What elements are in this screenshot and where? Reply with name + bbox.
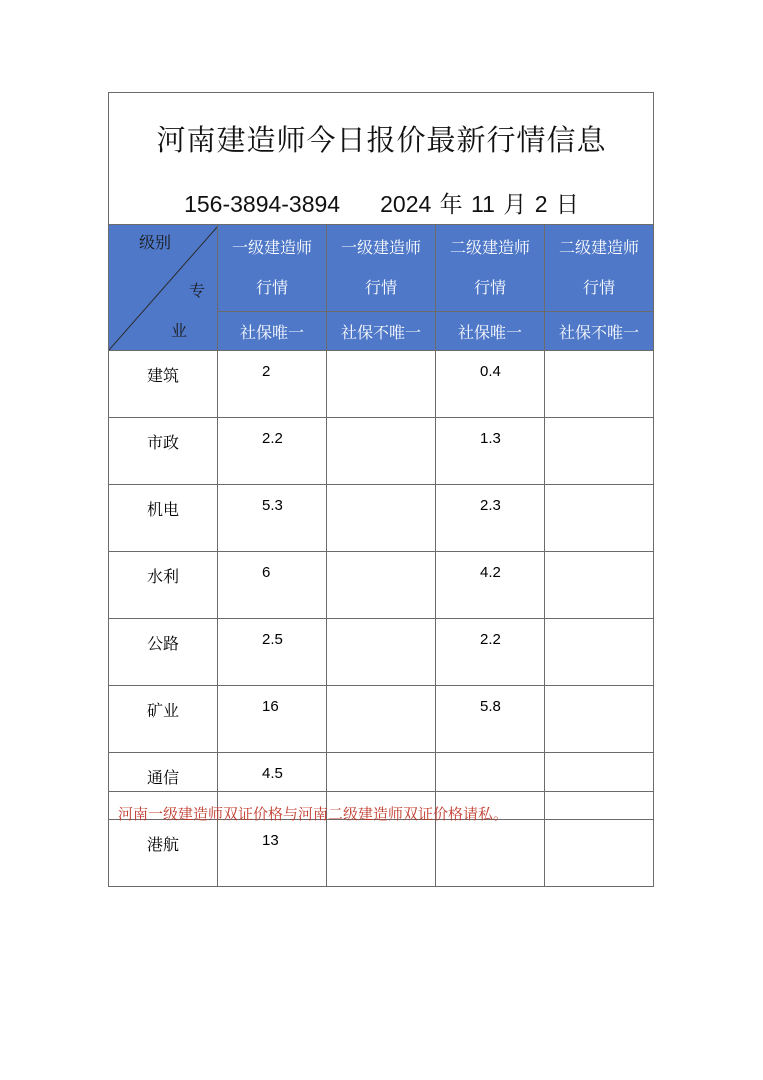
table-cell: 0.4 [436,351,545,418]
table-cell [327,418,436,485]
row-label: 水利 [109,552,218,619]
row-label: 矿业 [109,686,218,753]
corner-label-major-1: 专 [189,280,206,300]
table-cell [327,351,436,418]
row-label: 机电 [109,485,218,552]
row-label: 通信 [109,753,218,820]
corner-header-cell [109,225,218,351]
column-header-2: 一级建造师 行情 [327,225,436,312]
table-row [109,485,654,552]
column-header-4: 二级建造师 行情 [545,225,654,312]
table-cell: 4.2 [436,552,545,619]
phone-number: 156-3894-3894 [184,191,341,217]
contact-date-line [0,186,763,219]
table-row [109,619,654,686]
table-cell: 4.5 [218,753,327,820]
table-cell [327,619,436,686]
table-cell: 2.2 [436,619,545,686]
table-cell: 13 [218,820,327,887]
table-cell: 6 [218,552,327,619]
table-cell [327,552,436,619]
table-cell [545,351,654,418]
column-subheader-4: 社保不唯一 [545,312,654,351]
row-label: 建筑 [109,351,218,418]
table-cell [327,485,436,552]
table-row [109,418,654,485]
table-cell [436,820,545,887]
table-cell: 5.8 [436,686,545,753]
column-header-3: 二级建造师 行情 [436,225,545,312]
table-cell: 1.3 [436,418,545,485]
table-cell [545,485,654,552]
table-cell [545,820,654,887]
table-cell [327,686,436,753]
price-table [108,224,654,887]
table-cell [545,619,654,686]
row-label: 港航 [109,820,218,887]
table-row [109,686,654,753]
table-cell [545,753,654,820]
table-cell: 2.2 [218,418,327,485]
table-row [109,552,654,619]
corner-label-level: 级别 [139,232,172,252]
column-subheader-3: 社保唯一 [436,312,545,351]
row-label: 公路 [109,619,218,686]
footer-note: 河南一级建造师双证价格与河南二级建造师双证价格请私。 [118,805,509,823]
table-cell: 2.5 [218,619,327,686]
table-row [109,820,654,887]
table-row [109,351,654,418]
table-cell [545,552,654,619]
report-date: 2024 年 11 月 2 日 [380,191,579,217]
page-title: 河南建造师今日报价最新行情信息 [156,123,607,157]
column-subheader-1: 社保唯一 [218,312,327,351]
table-cell: 5.3 [218,485,327,552]
table-cell [545,686,654,753]
table-cell: 2.3 [436,485,545,552]
table-cell: 2 [218,351,327,418]
table-cell [327,820,436,887]
column-subheader-2: 社保不唯一 [327,312,436,351]
corner-label-major-2: 业 [171,320,188,340]
column-header-1: 一级建造师 行情 [218,225,327,312]
row-label: 市政 [109,418,218,485]
table-cell [545,418,654,485]
table-cell: 16 [218,686,327,753]
